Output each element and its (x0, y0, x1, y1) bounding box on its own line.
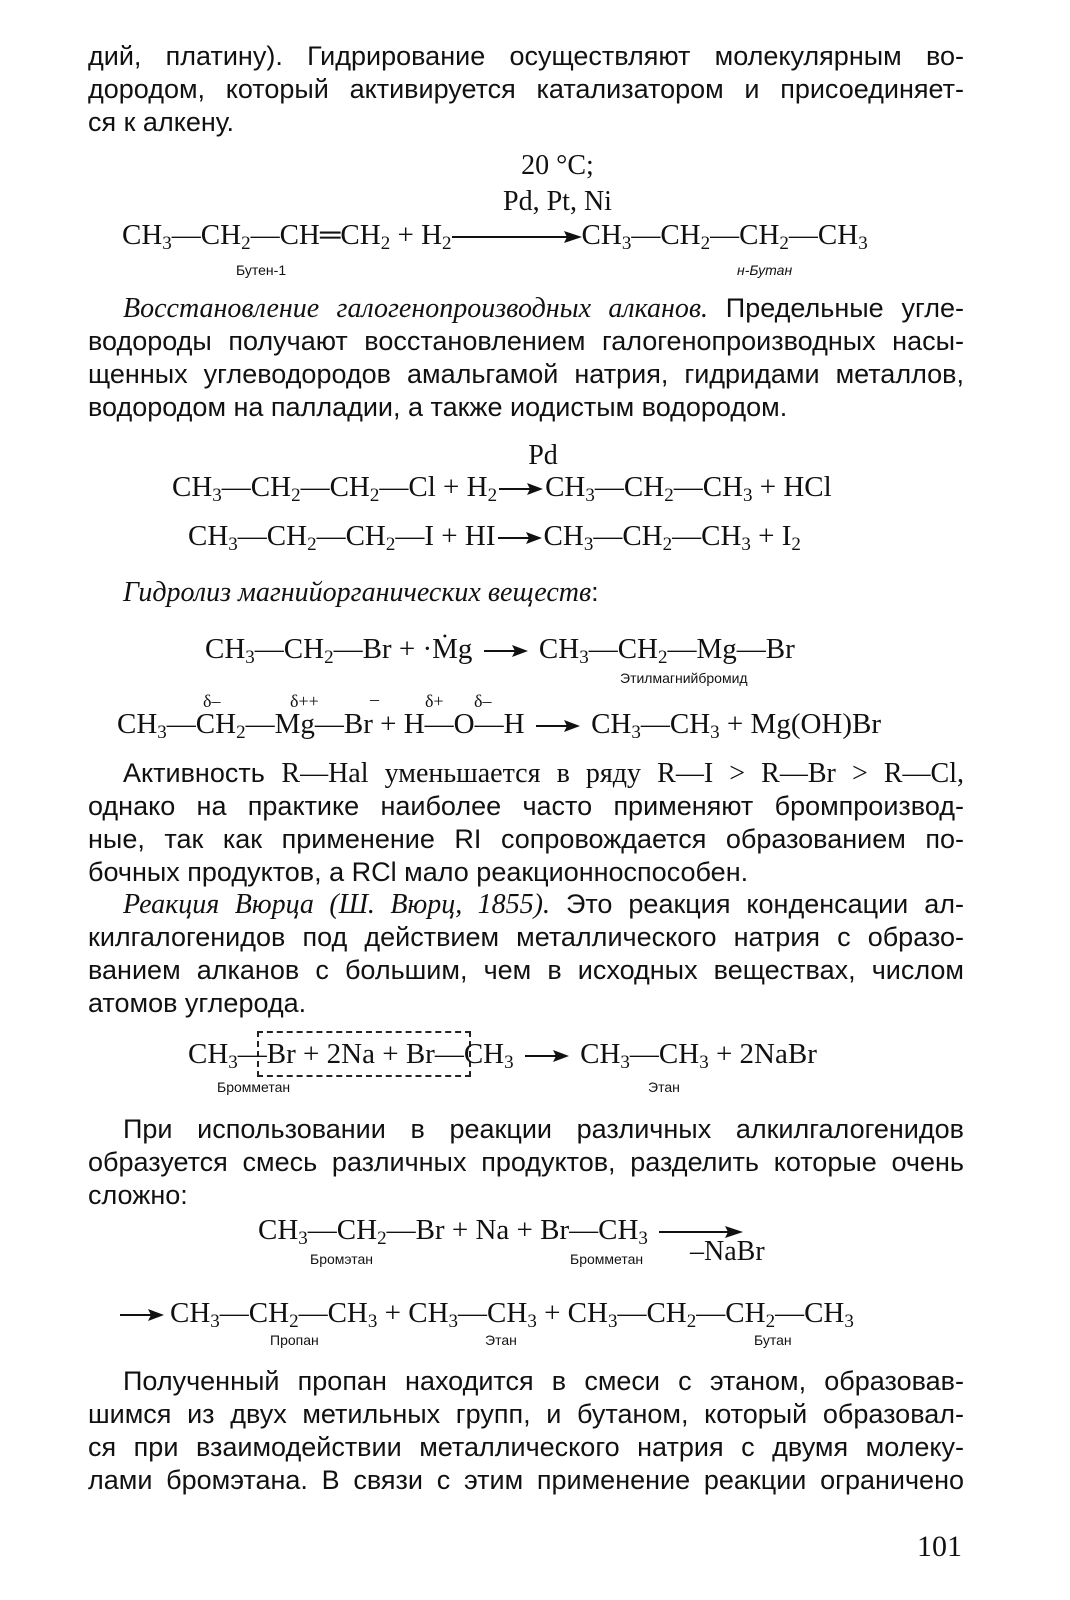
label-n-butane: н-Бутан (737, 262, 793, 278)
reaction-7: $CH_3—CH_2—Br + Na$ + $Br—CH_3$ (258, 1213, 745, 1247)
label-butene: Бутен-1 (236, 262, 287, 278)
text-line: дородом, который активируется катализатором и присоединяет- (88, 74, 964, 104)
text-line: однако на практике наиболее часто применяют бромпроизвод- (88, 791, 964, 821)
label-bromomethane: Бромметан (570, 1251, 644, 1267)
reaction-6: $CH_3—Br + 2Na$ + $Br—CH_3$ $CH_3—CH_3$ + 2NaBr (188, 1038, 817, 1073)
product-formula: $CH_3—CH_2—CH_2—CH_3$ (581, 219, 868, 254)
text-line: ные, так как применение RI сопровождается образованием по- (88, 824, 964, 854)
reaction-arrow-icon (521, 1049, 573, 1063)
reaction-arrow-icon (480, 644, 532, 658)
reaction-1 (122, 218, 868, 252)
paragraph-mixed-halides (88, 1113, 964, 1212)
section-title-reduction: Восстановление галогенопроизводных алканов. (123, 293, 708, 324)
reaction-condition-temperature: 20 °C; (521, 150, 594, 181)
reaction-arrow-icon (118, 1308, 170, 1322)
text-line: щенных углеводородов амальгамой натрия, гидридами металлов, (88, 359, 964, 389)
paragraph-products-conclusion (88, 1365, 964, 1497)
text-line: При использовании в реакции различных алкилгалогенидов (123, 1114, 964, 1144)
reaction-condition-catalysts: Pd, Pt, Ni (503, 186, 612, 217)
text-line: водородом на палладии, а также иодистым водородом. (88, 392, 788, 422)
partial-charge: δ– (474, 691, 492, 711)
text-line: бочных продуктов, а RCl мало реакционноспособен. (88, 857, 749, 887)
text-line: Восстановление галогенопроизводных алканов. Предельные угле- (123, 293, 964, 324)
reaction-3: $CH_3—CH_2—CH_2—I$ + HI $CH_3—CH_2—CH_3 + I_2$ (188, 520, 801, 555)
text-line: водороды получают восстановлением галогенопроизводных насы- (88, 326, 964, 356)
text-line: килгалогенидов под действием металлического натрия с образо- (88, 922, 964, 952)
text-line: лами бромэтана. В связи с этим применение реакции ограничено (88, 1465, 964, 1495)
label-ethane: Этан (648, 1079, 680, 1095)
partial-charge: δ– (203, 691, 221, 711)
label-ethylmagnesium-bromide: Этилмагнийбромид (620, 670, 748, 686)
reaction-catalyst-pd: Pd (528, 440, 558, 471)
reaction-8: $CH_3—CH_2—CH_3$ + $CH_3—CH_3$ + $CH_3—CH_2—CH_2—CH_3$ (118, 1296, 854, 1330)
reaction-2: $CH_3—CH_2—CH_2—Cl + H_2$ $CH_3—CH_2—CH_3$ + HCl (172, 471, 832, 506)
page-number: 101 (917, 1530, 962, 1563)
paragraph-wurtz (88, 888, 964, 1020)
text-line: Активность R—Hal уменьшается в ряду R—I > R—Br > R—Cl, (123, 758, 965, 789)
text-line: сложно: (88, 1180, 188, 1210)
label-butane: Бутан (754, 1332, 792, 1348)
label-bromoethane: Бромэтан (310, 1251, 373, 1267)
partial-charge: δ++ (290, 691, 319, 711)
reaction-4: $CH_3—CH_2—Br$ + ·Ṁg $CH_3—CH_2—Mg—Br$ (205, 633, 795, 668)
text-line: ванием алканов с большим, чем в исходных веществах, числом (88, 955, 964, 985)
label-bromomethane: Бромметан (217, 1079, 291, 1095)
label-ethane: Этан (485, 1332, 517, 1348)
text-line: дий, платину). Гидрирование осуществляют молекулярным во- (88, 41, 964, 71)
reaction-5: $CH_3—CH_2—Mg—Br$ + H—O—H $CH_3—CH_3 + Mg(OH)Br$ (117, 708, 882, 743)
text-line: ся при взаимодействии металлического натрия с двумя молеку- (88, 1432, 964, 1462)
reaction-arrow-icon (496, 531, 544, 545)
text-line: шимся из двух метильных групп, и бутаном, который образовал- (88, 1399, 964, 1429)
text-line: Гидролиз магнийорганических веществ: (123, 577, 599, 608)
text-line: Реакция Вюрца (Ш. Вюрц, 1855). Это реакция конденсации ал- (123, 889, 964, 920)
text-line: Полученный пропан находится в смеси с этаном, образовав- (123, 1366, 964, 1396)
paragraph-activity (88, 757, 964, 889)
reaction-arrow-icon (452, 230, 582, 244)
reaction-arrow-icon (532, 719, 584, 733)
paragraph-grignard-hydrolysis (88, 576, 964, 609)
byproduct-nabr: –NaBr (690, 1236, 765, 1267)
paragraph-hydrogenation (88, 40, 964, 139)
paragraph-reduction (88, 292, 964, 424)
partial-charge: – (370, 689, 379, 709)
section-title-wurtz: Реакция Вюрца (Ш. Вюрц, 1855). (123, 889, 550, 920)
section-title-hydrolysis: Гидролиз магнийорганических веществ (123, 577, 592, 608)
reaction-arrow-icon (497, 482, 545, 496)
partial-charge: δ+ (425, 691, 444, 711)
text-line: атомов углерода. (88, 988, 307, 1018)
reactant-formula: $CH_3—CH_2—CH═CH_2 + H_2$ (122, 219, 452, 254)
text-line: ся к алкену. (88, 107, 235, 137)
text-line: образуется смесь различных продуктов, разделить которые очень (88, 1147, 964, 1177)
label-propane: Пропан (270, 1332, 319, 1348)
